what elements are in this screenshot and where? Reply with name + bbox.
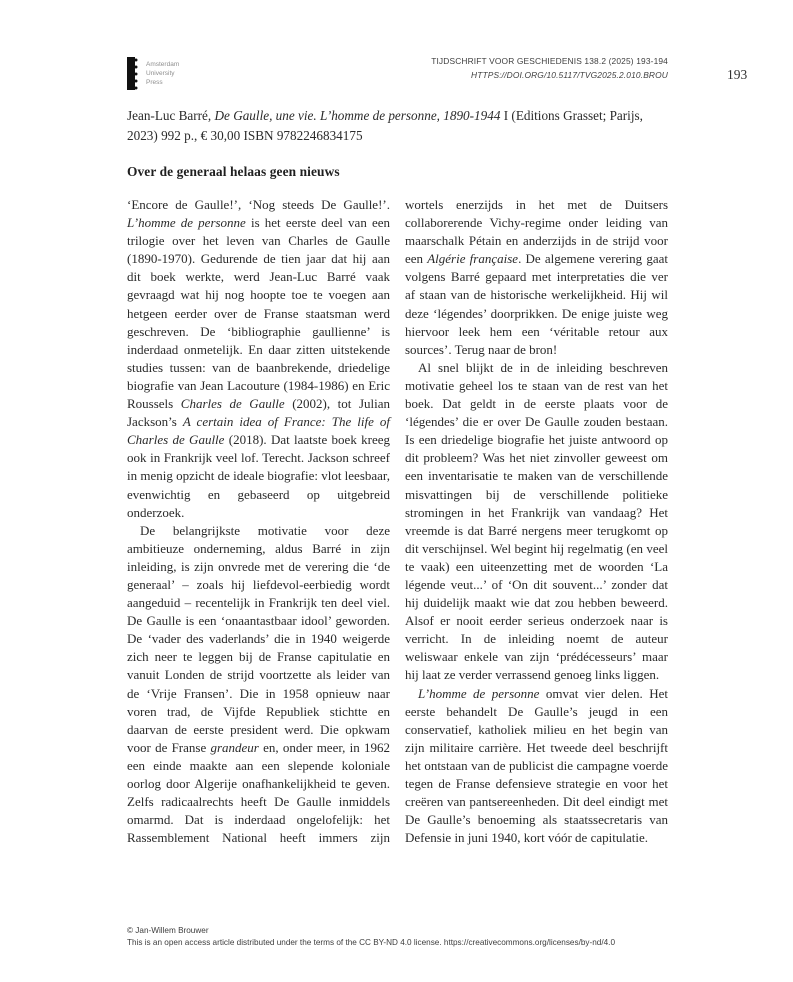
paragraph: ‘Encore de Gaulle!’, ‘Nog steeds De Gaulle!’. L’homme de personne is het eerste deel van een trilogie over het leven van Charles de Gaulle (1890-1970). Gedurende de tien jaar dat hij aan dit boek werkte, werd Jean-Luc Barré vaak gevraagd wat hij nog hoopte toe te voegen aan hetgeen eerder over de Franse staatsman werd geschreven. De ‘bibliographie gaullienne’ is inderdaad onmetelijk. En daar zitten uitstekende studies tussen: van de baanbrekende, driedelige biografie van Jean Lacouture (1984-1986) en Eric Roussels Charles de Gaulle (2002), tot Julian Jackson’s A certain idea of France: The life of Charles de Gaulle (2018). Dat laatste boek kreeg ook in Frankrijk veel lof. Terecht. Jackson schreef in menig opzicht de ideale biografie: vlot leesbaar, evenwichtig en gebaseerd op uitgebreid onderzoek. [127,197,391,520]
copyright-line: © Jan-Willem Brouwer [127,926,209,935]
publisher-name-line: University [146,70,175,77]
book-citation: Jean-Luc Barré, De Gaulle, une vie. L’homme de personne, 1890-1944 I (Editions Grasset; Parijs, 2023) 992 p., € 30,00 ISBN 9782246834175 [127,108,643,143]
page-footer [127,925,727,949]
license-text: This is an open access article distributed under the terms of the CC BY-ND 4.0 license. [127,938,444,947]
paragraph: Al snel blijkt de in de inleiding beschreven motivatie geheel los te staan van de rest van het boek. Dat geldt in de eerste plaats voor de ‘légendes’ die er over De Gaulle zouden bestaan. Is een driedelige biografie het juiste antwoord op dit probleem? Was het niet zinvoller geweest om een inventarisatie te maken van de verschillende misvattingen bij de verschillende politieke stromingen in het Frankrijk van vandaag? Het vreemde is dat Barré nergens meer terugkomt op dit verschijnsel. Wel begint hij regelmatig (en veel te vaak) een uiteenzetting met de woorden ‘La légende veut...’ of ‘On dit souvent...’ zonder dat hij duidelijk maakt wie dat zou hebben beweerd. Alsof er nooit eerder serieus onderzoek naar is verricht. In de inleiding noemt de auteur weliswaar enkele van zijn ‘prédécesseurs’ maar hij laat ze verder verrassend genoeg links liggen. [405,359,668,683]
page-number: 193 [727,67,748,82]
review-body [127,196,668,847]
publisher-name-line: Press [146,79,163,86]
doi-link[interactable]: HTTPS://DOI.ORG/10.5117/TVG2025.2.010.BROU [471,69,668,80]
license-line [127,937,727,949]
publisher-name-line: Amsterdam [146,61,180,68]
publisher-name [146,57,179,87]
paragraph: De belangrijkste motivatie voor deze ambitieuze onderneming, aldus Barré in zijn inleiding, is zijn onvrede met de verering die ‘de generaal’ – zoals hij liefdevol-eerbiedig wordt aangeduid – recentelijk in Frankrijk ten deel viel. De Gaulle is een ‘onaantastbaar idool’ geworden. De ‘vader des vaderlands’ die in 1940 weigerde zich neer te leggen bij de Franse capitulatie en vanuit Londen de strijd voortzette als leider van de ‘Vrije Fransen’. Die in 1958 opnieuw naar voren trad, de Vijfde Republiek stichtte en daarvan de eerste president werd. Die opkwam voor de Franse grandeur en, onder meer, in 1962 een einde maakte aan een slepende koloniale oorlog door Algerije onafhankelijkheid te geven. Zelfs radicaalrechts heeft De Gaulle inmiddels omarmd. Dat is inderdaad ongelofelijk: het Rassemblement National heeft immers zijn wortels enerzijds in het met de Duitsers collaborerende Vichy-regime onder leiding van maarschalk Pétain en anderzijds in de strijd voor een Algérie française. De algemene verering gaat volgens Barré gepaard met interpretaties die ver af staan van de historische werkelijkheid. Hij wil deze ‘légendes’ doorprikken. De enige juiste weg hiervoor leek hem een ‘véritable retour aux sources’. Terug naar de bron! [127,197,668,846]
publisher-logo [127,57,179,95]
journal-reference: TIJDSCHRIFT VOOR GESCHIEDENIS 138.2 (2025) 193-194 [431,56,668,66]
paragraph: L’homme de personne omvat vier delen. Het eerste behandelt De Gaulle’s jeugd in een conservatief, katholiek milieu en het begin van zijn militaire carrière. Het tweede deel beschrijft het ontstaan van de publicist die campagne voerde tegen de Franse defensieve strategie en voor het creëren van pantsereenheden. Dit deel eindigt met De Gaulle’s benoeming als staatssecretaris van Defensie in juni 1940, kort vóór de capitulatie. [405,685,668,846]
journal-header [431,55,668,82]
review-title: Over de generaal helaas geen nieuws [127,164,340,179]
aup-book-spine-icon [127,57,139,95]
license-url[interactable]: https://creativecommons.org/licenses/by-nd/4.0 [443,938,615,947]
